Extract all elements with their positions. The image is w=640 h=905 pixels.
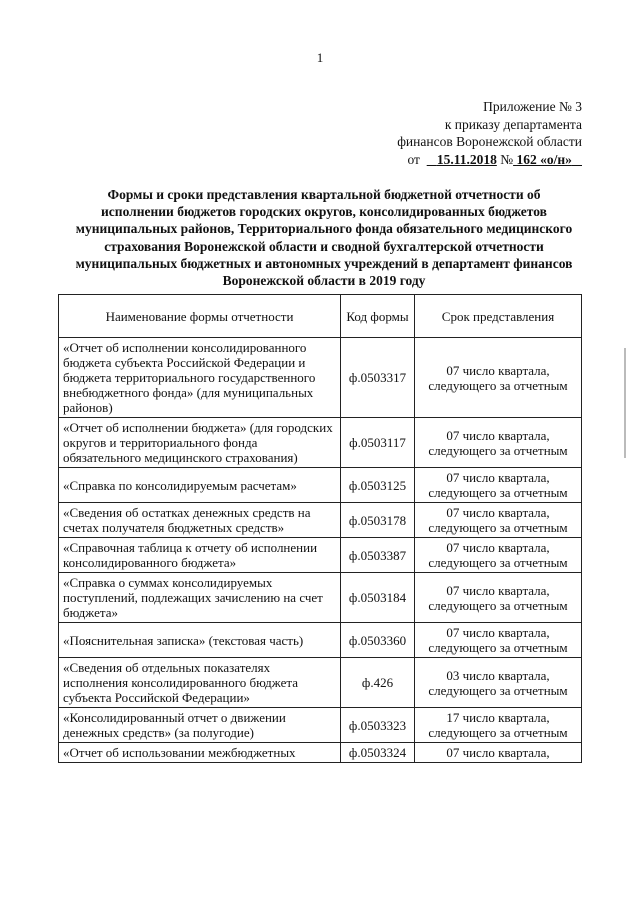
table-row bbox=[59, 658, 582, 708]
table-row bbox=[59, 538, 582, 573]
form-code-cell: ф.0503184 bbox=[341, 573, 415, 623]
form-code-cell: ф.0503387 bbox=[341, 538, 415, 573]
table-row bbox=[59, 468, 582, 503]
title-line: страхования Воронежской области и сводной бухгалтерской отчетности bbox=[104, 238, 544, 254]
title-line: муниципальных районов, Территориального фонда обязательного медицинского bbox=[75, 221, 573, 237]
form-code-cell: ф.0503117 bbox=[341, 418, 415, 468]
appendix-date bbox=[427, 152, 497, 167]
appendix-date-line bbox=[342, 151, 582, 169]
header-form-name: Наименование формы отчетности bbox=[59, 295, 341, 338]
deadline-cell: 07 число квартала, следующего за отчетным bbox=[415, 538, 582, 573]
table-row bbox=[59, 503, 582, 538]
appendix-block bbox=[342, 98, 582, 168]
appendix-order-ref: к приказу департамента bbox=[444, 116, 582, 132]
table-row bbox=[59, 708, 582, 743]
appendix-title: Приложение № 3 bbox=[483, 99, 582, 114]
form-code-cell: ф.0503125 bbox=[341, 468, 415, 503]
form-name-cell: «Отчет об исполнении консолидированного бюджета субъекта Российской Федерации и бюджета территориального государственного внебюджетного фонда» (для муниципальных районов) bbox=[59, 338, 341, 418]
table-row bbox=[59, 338, 582, 418]
form-code-cell: ф.0503324 bbox=[341, 743, 415, 763]
form-name-cell: «Консолидированный отчет о движении денежных средств» (за полугодие) bbox=[59, 708, 341, 743]
table-row bbox=[59, 573, 582, 623]
deadline-cell: 07 число квартала, следующего за отчетным bbox=[415, 338, 582, 418]
form-name-cell: «Отчет об исполнении бюджета» (для городских округов и территориального фонда обязательного медицинского страхования) bbox=[59, 418, 341, 468]
deadline-cell: 07 число квартала, следующего за отчетным bbox=[415, 573, 582, 623]
deadline-cell: 17 число квартала, следующего за отчетным bbox=[415, 708, 582, 743]
form-name-cell: «Сведения об отдельных показателях исполнения консолидированного бюджета субъекта Российской Федерации» bbox=[59, 658, 341, 708]
title-line: муниципальных бюджетных и автономных учреждений в департамент финансов bbox=[75, 255, 573, 271]
form-name-cell: «Сведения об остатках денежных средств на счетах получателя бюджетных средств» bbox=[59, 503, 341, 538]
form-code-cell: ф.0503178 bbox=[341, 503, 415, 538]
appendix-number-value: 162 «о/н» bbox=[516, 151, 572, 167]
header-form-code: Код формы bbox=[341, 295, 415, 338]
form-code-cell: ф.426 bbox=[341, 658, 415, 708]
title-line: Воронежской области в 2019 году bbox=[222, 273, 426, 289]
forms-table bbox=[58, 294, 582, 763]
form-name-cell: «Отчет об использовании межбюджетных bbox=[59, 743, 341, 763]
form-name-cell: «Справочная таблица к отчету об исполнении консолидированного бюджета» bbox=[59, 538, 341, 573]
table-header-row bbox=[59, 295, 582, 338]
table-row bbox=[59, 418, 582, 468]
title-line: исполнении бюджетов городских округов, консолидированных бюджетов bbox=[101, 204, 547, 220]
form-code-cell: ф.0503360 bbox=[341, 623, 415, 658]
appendix-date-value: 15.11.2018 bbox=[436, 151, 497, 167]
table-row bbox=[59, 623, 582, 658]
appendix-number bbox=[513, 152, 582, 167]
appendix-department: финансов Воронежской области bbox=[397, 134, 582, 149]
deadline-cell: 03 число квартала, следующего за отчетным bbox=[415, 658, 582, 708]
deadline-cell: 07 число квартала, bbox=[415, 743, 582, 763]
deadline-cell: 07 число квартала, следующего за отчетным bbox=[415, 468, 582, 503]
appendix-number-prefix: № bbox=[500, 151, 514, 167]
header-deadline: Срок представления bbox=[415, 295, 582, 338]
form-name-cell: «Справка по консолидируемым расчетам» bbox=[59, 468, 341, 503]
page-number: 1 bbox=[316, 50, 324, 65]
scan-margin-mark bbox=[624, 348, 626, 458]
form-code-cell: ф.0503317 bbox=[341, 338, 415, 418]
appendix-date-prefix: от bbox=[407, 151, 420, 167]
form-code-cell: ф.0503323 bbox=[341, 708, 415, 743]
table-row bbox=[59, 743, 582, 763]
form-name-cell: «Справка о суммах консолидируемых поступлений, подлежащих зачислению на счет бюджета» bbox=[59, 573, 341, 623]
deadline-cell: 07 число квартала, следующего за отчетным bbox=[415, 418, 582, 468]
title-line: Формы и сроки представления квартальной бюджетной отчетности об bbox=[107, 187, 541, 202]
deadline-cell: 07 число квартала, следующего за отчетным bbox=[415, 623, 582, 658]
form-name-cell: «Пояснительная записка» (текстовая часть) bbox=[59, 623, 341, 658]
deadline-cell: 07 число квартала, следующего за отчетным bbox=[415, 503, 582, 538]
document-title bbox=[54, 186, 594, 289]
